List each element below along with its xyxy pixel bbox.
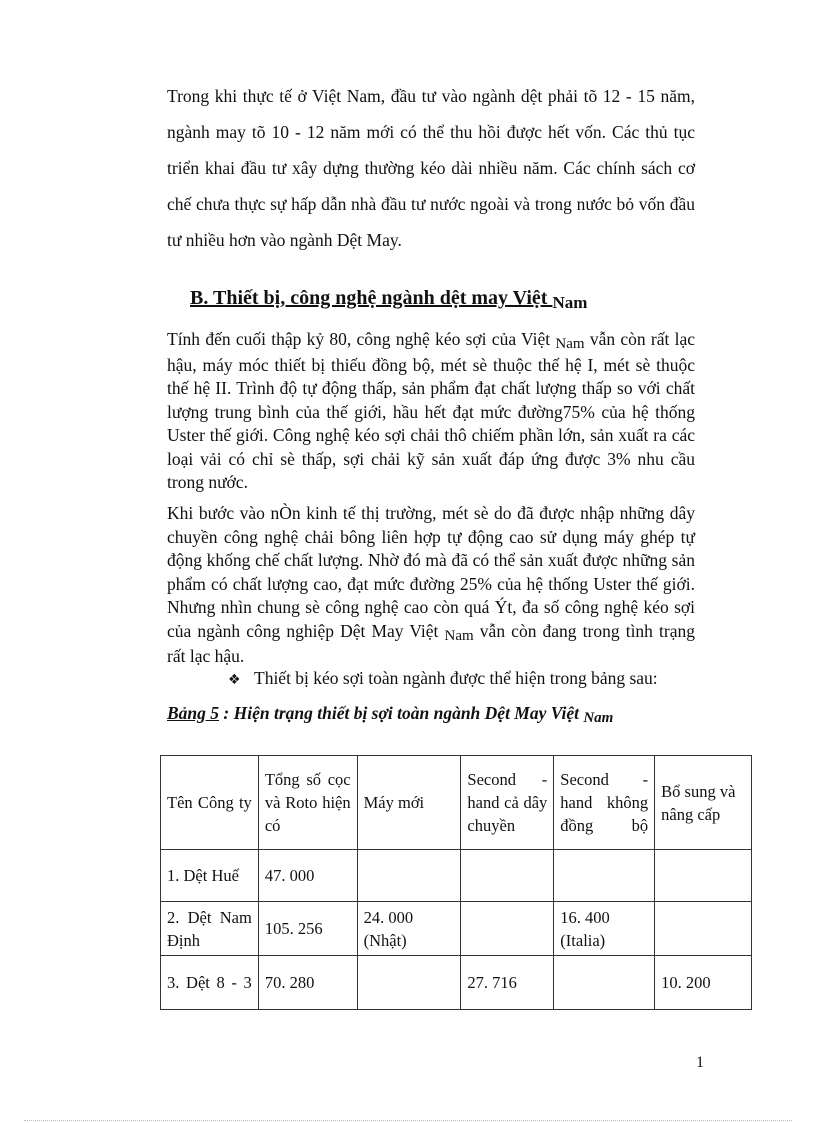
- cell-company: 3. Dệt 8 - 3: [161, 956, 259, 1010]
- table-caption-sub: Nam: [583, 710, 614, 726]
- cell-upgrades: [655, 850, 752, 902]
- cell-upgrades: 10. 200: [655, 956, 752, 1010]
- cell-total: 105. 256: [258, 902, 357, 956]
- header-secondhand-partial: Second - hand không đồng bộ: [554, 756, 655, 850]
- table-header-row: [161, 756, 752, 850]
- paragraph-technology-part1: Tính đến cuối thập kỷ 80, công nghệ kéo sợi của Việt: [167, 329, 556, 349]
- table-row: [161, 902, 752, 956]
- page-number: 1: [696, 1054, 704, 1071]
- table-caption: [167, 703, 613, 724]
- cell-secondhand-partial: 16. 400 (Italia): [554, 902, 655, 956]
- table-row: [161, 850, 752, 902]
- cell-new: [357, 850, 461, 902]
- paragraph-technology: [167, 328, 695, 495]
- paragraph-technology-part2: vẫn còn rất lạc hậu, máy móc thiết bị thiếu đồng bộ, mét sè thuộc thế hệ I, mét sè thuộc thế hệ II. Trình độ tự động thấp, sản phẩm đạt chất lượng thấp so với chất lượng trung bình của thế giới, hầu hết đạt mức đường75% của hệ thống Uster thế giới. Công nghệ kéo sợi chải thô chiếm phần lớn, sản xuất ra các loại vải có chỉ sè thấp, sợi chải kỹ sản xuất đáp ứng được 3% nhu cầu trong nước.: [167, 329, 696, 492]
- cell-secondhand-full: [461, 902, 554, 956]
- paragraph-market-part2: vẫn còn đang trong tình trạng rất lạc hậu.: [167, 620, 695, 666]
- diamond-dots-icon: ❖: [228, 672, 241, 688]
- cell-secondhand-full: [461, 850, 554, 902]
- paragraph-technology-sub: Nam: [555, 336, 585, 352]
- header-upgrades: Bổ sung và nâng cấp: [655, 756, 752, 850]
- paragraph-market-part1: Khi bước vào nÒn kinh tế thị trường, mét sè do đã được nhập những dây chuyền công nghệ chải bông liên hợp tự động cao sử dụng máy ghép tự động khống chế chất lượng. Nhờ đó mà đã có thể sản xuất được những sản phẩm có chất lượng cao, đạt mức đường 25% của hệ thống Uster thế giới. Nhưng nhìn chung sè công nghệ cao còn quá Ýt, đa số công nghệ kéo sợi của ngành công nghiệp Dệt May Việt: [167, 503, 695, 641]
- bullet-line: [228, 668, 658, 689]
- section-heading: [190, 287, 587, 310]
- footer-divider: [24, 1120, 792, 1121]
- equipment-table: [160, 755, 752, 1010]
- bullet-text: Thiết bị kéo sợi toàn ngành được thể hiện trong bảng sau:: [254, 668, 658, 688]
- section-heading-sub: Nam: [552, 293, 588, 312]
- cell-secondhand-partial: [554, 956, 655, 1010]
- intro-paragraph: Trong khi thực tế ở Việt Nam, đầu tư vào ngành dệt phải tõ 12 - 15 năm, ngành may tõ 10 - 12 năm mới có thể thu hồi được hết vốn. Các thủ tục triển khai đầu tư xây dựng thường kéo dài nhiều năm. Các chính sách cơ chế chưa thực sự hấp dẫn nhà đầu tư nước ngoài và trong nước bỏ vốn đầu tư nhiều hơn vào ngành Dệt May.: [167, 86, 695, 250]
- cell-new: [357, 956, 461, 1010]
- cell-company: 1. Dệt Huế: [161, 850, 259, 902]
- cell-upgrades: [655, 902, 752, 956]
- header-company: Tên Công ty: [161, 756, 259, 850]
- cell-total: 47. 000: [258, 850, 357, 902]
- table-caption-label: Bảng 5: [167, 703, 220, 723]
- paragraph-market-sub: Nam: [444, 627, 474, 644]
- header-secondhand-full-line: Second - hand cả dây chuyền: [461, 756, 554, 850]
- cell-new: 24. 000 (Nhật): [357, 902, 461, 956]
- cell-secondhand-partial: [554, 850, 655, 902]
- cell-secondhand-full: 27. 716: [461, 956, 554, 1010]
- header-new-machines: Máy mới: [357, 756, 461, 850]
- cell-company: 2. Dệt Nam Định: [161, 902, 259, 956]
- paragraph-market: [167, 502, 695, 669]
- table-caption-title: : Hiện trạng thiết bị sợi toàn ngành Dệt May Việt: [219, 703, 584, 723]
- table-row: [161, 956, 752, 1010]
- section-heading-main: B. Thiết bị, công nghệ ngành dệt may Việt: [190, 287, 553, 309]
- cell-total: 70. 280: [258, 956, 357, 1010]
- header-total-spindles: Tổng số cọc và Roto hiện có: [258, 756, 357, 850]
